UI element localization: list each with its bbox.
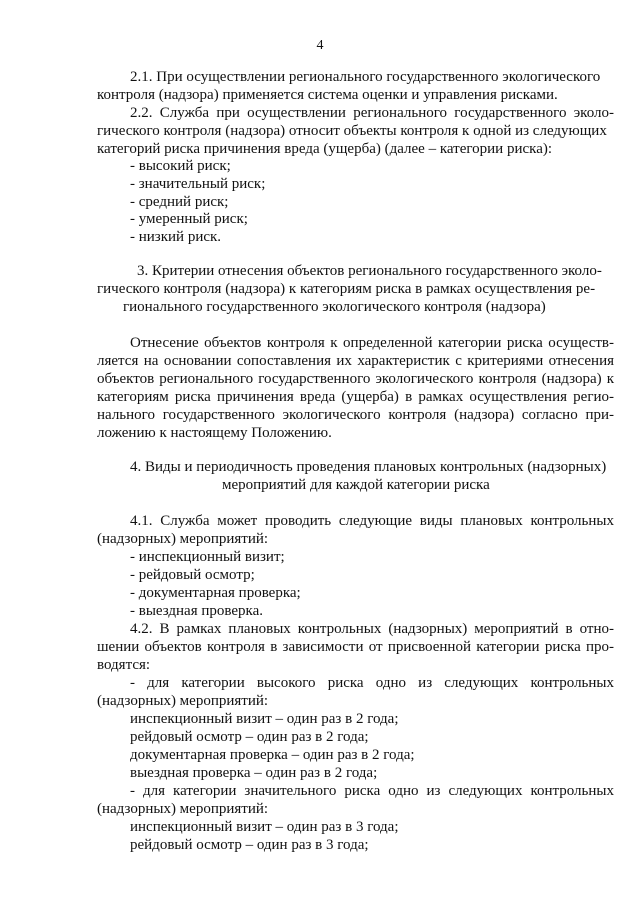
list-item: - умеренный риск; xyxy=(130,211,248,227)
list-item: - низкий риск. xyxy=(130,229,222,245)
text-line: (надзорных) мероприятий: xyxy=(97,531,269,547)
list-item: - высокий риск; xyxy=(130,158,231,174)
text-line: контроля (надзора) применяется система оценки и управления рисками. xyxy=(97,87,558,103)
text-line: категорий риска причинения вреда (ущерба) (далее – категории риска): xyxy=(97,141,553,157)
list-item: - инспекционный визит; xyxy=(130,549,285,565)
text-line: объектов регионального государственного экологического контроля (надзора) к xyxy=(97,371,614,387)
text-line: 4.2. В рамках плановых контрольных (надзорных) мероприятий в отно- xyxy=(130,621,614,637)
schedule-item: рейдовый осмотр – один раз в 3 года; xyxy=(130,837,369,853)
schedule-item: рейдовый осмотр – один раз в 2 года; xyxy=(130,729,369,745)
section-heading: 4. Виды и периодичность проведения плановых контрольных (надзорных) xyxy=(130,459,607,475)
list-item: - для категории значительного риска одно из следующих контрольных xyxy=(130,783,614,799)
list-item: - документарная проверка; xyxy=(130,585,301,601)
section-heading: гионального государственного экологического контроля (надзора) xyxy=(123,299,546,315)
list-item: - рейдовый осмотр; xyxy=(130,567,255,583)
text-line: нального государственного экологического контроля (надзора) согласно при- xyxy=(97,407,614,423)
text-line: ложению к настоящему Положению. xyxy=(97,425,332,441)
text-line: (надзорных) мероприятий: xyxy=(97,801,269,817)
schedule-item: инспекционный визит – один раз в 2 года; xyxy=(130,711,399,727)
text-line: Отнесение объектов контроля к определенной категории риска осуществ- xyxy=(130,335,614,351)
text-line: категориям риска причинения вреда (ущерба) в рамках осуществления регио- xyxy=(97,389,614,405)
list-item: - для категории высокого риска одно из следующих контрольных xyxy=(130,675,614,691)
text-line: водятся: xyxy=(97,657,151,673)
section-heading: мероприятий для каждой категории риска xyxy=(222,477,490,493)
page-number: 4 xyxy=(316,38,324,53)
text-line: ляется на основании сопоставления их характеристик с критериями отнесения xyxy=(97,353,614,369)
list-item: - значительный риск; xyxy=(130,176,266,192)
text-line: 2.2. Служба при осуществлении регионального государственного эколо- xyxy=(130,105,614,121)
text-line: 2.1. При осуществлении регионального государственного экологического xyxy=(130,69,601,85)
text-line: 4.1. Служба может проводить следующие виды плановых контрольных xyxy=(130,513,614,529)
schedule-item: инспекционный визит – один раз в 3 года; xyxy=(130,819,399,835)
text-line: гического контроля (надзора) относит объекты контроля к одной из следующих xyxy=(97,123,607,139)
list-item: - средний риск; xyxy=(130,194,229,210)
schedule-item: выездная проверка – один раз в 2 года; xyxy=(130,765,378,781)
schedule-item: документарная проверка – один раз в 2 года; xyxy=(130,747,415,763)
list-item: - выездная проверка. xyxy=(130,603,264,619)
text-line: (надзорных) мероприятий: xyxy=(97,693,269,709)
section-heading: 3. Критерии отнесения объектов регионального государственного эколо- xyxy=(137,263,602,279)
text-line: шении объектов контроля в зависимости от присвоенной категории риска про- xyxy=(97,639,614,655)
section-heading: гического контроля (надзора) к категориям риска в рамках осуществления ре- xyxy=(97,281,596,297)
